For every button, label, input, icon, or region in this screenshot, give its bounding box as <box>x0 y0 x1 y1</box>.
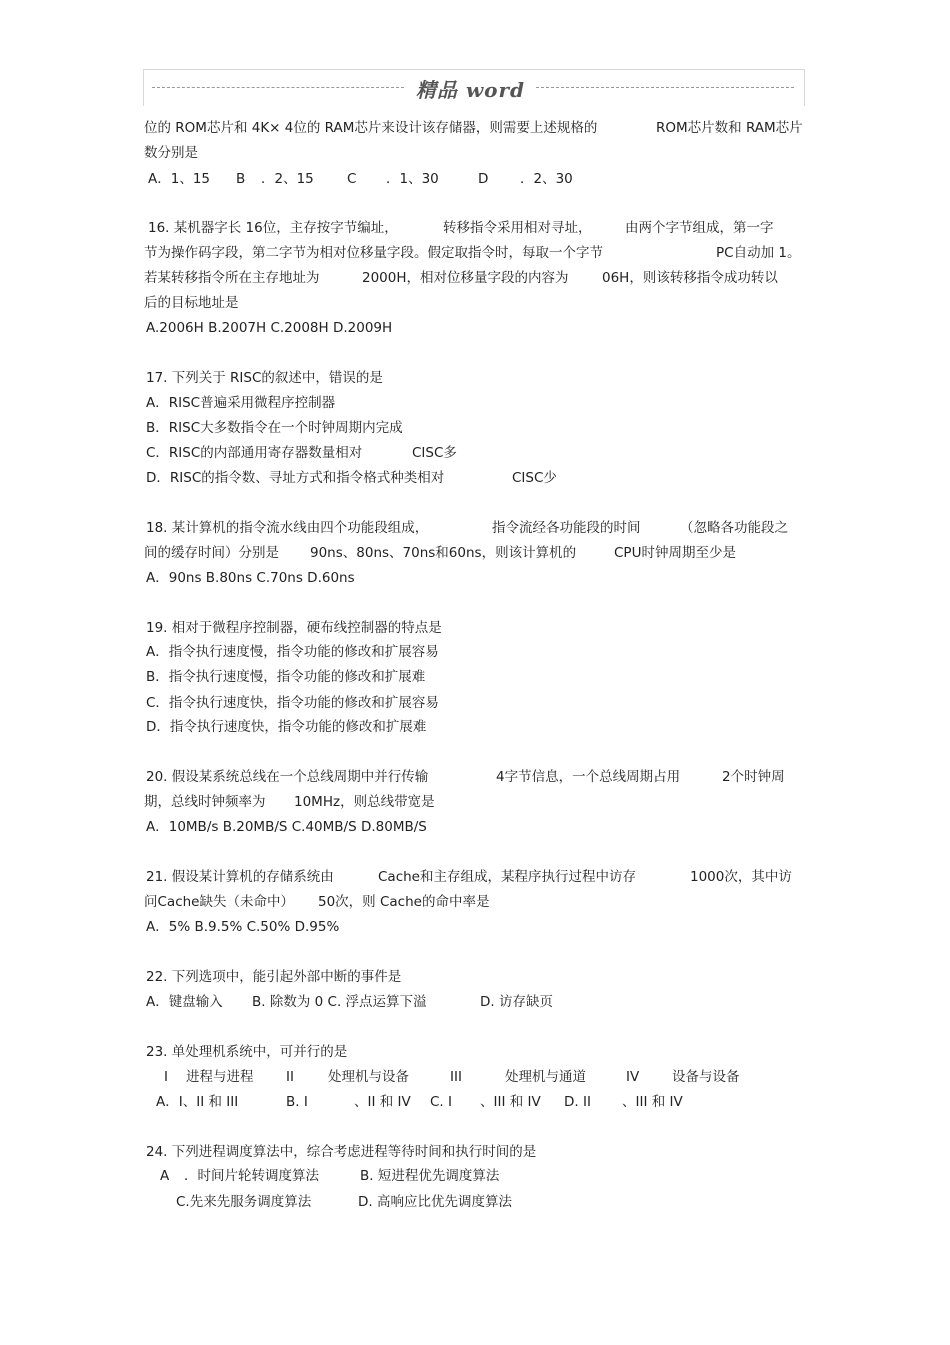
text-segment: 、II 和 IV <box>354 1094 411 1110</box>
text-segment: （忽略各功能段之 <box>680 520 788 536</box>
text-segment: 1000次，其中访 <box>690 869 792 885</box>
text-segment: 10MHz，则总线带宽是 <box>294 794 435 810</box>
text-segment: 、III 和 IV <box>480 1094 541 1110</box>
text-segment: B. I <box>286 1094 308 1110</box>
text-segment: D．指令执行速度快，指令功能的修改和扩展难 <box>146 719 427 735</box>
text-segment: B．指令执行速度慢，指令功能的修改和扩展难 <box>146 669 426 685</box>
text-segment: ．2、30 <box>520 171 573 187</box>
text-segment: 20. 假设某系统总线在一个总线周期中并行传输 <box>146 769 429 785</box>
text-segment: B <box>236 171 246 187</box>
text-segment: A．I、II 和 III <box>156 1094 239 1110</box>
text-segment: A <box>160 1168 170 1184</box>
text-segment: 、III 和 IV <box>622 1094 683 1110</box>
page-header <box>143 69 805 106</box>
text-segment: 2000H，相对位移量字段的内容为 <box>362 270 569 286</box>
text-segment: 21. 假设某计算机的存储系统由 <box>146 869 334 885</box>
text-segment: 2个时钟周 <box>722 769 785 785</box>
text-segment: B．RISC大多数指令在一个时钟周期内完成 <box>146 420 403 436</box>
text-segment: 处理机与通道 <box>505 1069 586 1085</box>
text-segment: 4字节信息，一个总线周期占用 <box>496 769 681 785</box>
text-segment: 24. 下列进程调度算法中，综合考虑进程等待时间和执行时间的是 <box>146 1144 537 1160</box>
text-segment: 17. 下列关于 RISC的叙述中，错误的是 <box>146 370 383 386</box>
text-segment: III <box>450 1069 462 1085</box>
text-segment: PC自动加 1。 <box>716 245 801 261</box>
text-segment: ．时间片轮转调度算法 <box>184 1168 319 1184</box>
text-segment: B. 除数为 0 C. 浮点运算下溢 <box>252 994 427 1010</box>
text-segment: 23. 单处理机系统中，可并行的是 <box>146 1044 348 1060</box>
text-segment: 问Cache缺失（未命中） <box>144 894 294 910</box>
text-segment: 22. 下列选项中，能引起外部中断的事件是 <box>146 969 402 985</box>
text-segment: CPU时钟周期至少是 <box>614 545 736 561</box>
text-segment: D <box>478 171 489 187</box>
header-dash-left <box>152 87 404 88</box>
text-segment: 06H，则该转移指令成功转以 <box>602 270 778 286</box>
text-segment: C．指令执行速度快，指令功能的修改和扩展容易 <box>146 695 439 711</box>
text-segment: A.2006H B.2007H C.2008H D.2009H <box>146 320 393 336</box>
text-segment: B. 短进程优先调度算法 <box>360 1168 500 1184</box>
text-segment: 16. 某机器字长 16位，主存按字节编址， <box>148 220 398 236</box>
text-segment: D．RISC的指令数、寻址方式和指令格式种类相对 <box>146 470 445 486</box>
text-segment: 由两个字节组成，第一字 <box>625 220 774 236</box>
text-segment: ．2、15 <box>261 171 314 187</box>
text-segment: A．RISC普遍采用微程序控制器 <box>146 395 336 411</box>
text-segment: 期，总线时钟频率为 <box>144 794 266 810</box>
header-brand-logo: 精品 word <box>416 78 526 102</box>
text-segment: D. 高响应比优先调度算法 <box>358 1194 512 1210</box>
text-segment: A．90ns B.80ns C.70ns D.60ns <box>146 570 355 586</box>
text-segment: 间的缓存时间）分别是 <box>144 545 279 561</box>
text-segment: 19. 相对于微程序控制器，硬布线控制器的特点是 <box>146 620 442 636</box>
text-segment: ROM芯片数和 RAM芯片 <box>656 120 803 136</box>
text-segment: 90ns、80ns、70ns和60ns，则该计算机的 <box>310 545 577 561</box>
text-segment: 节为操作码字段，第二字节为相对位移量字段。假定取指令时，每取一个字节 <box>144 245 603 261</box>
text-segment: II <box>286 1069 294 1085</box>
header-dash-right <box>536 87 794 88</box>
text-segment: 处理机与设备 <box>328 1069 409 1085</box>
text-segment: CISC多 <box>412 445 457 461</box>
text-segment: IV <box>626 1069 640 1085</box>
text-segment: 进程与进程 <box>186 1069 254 1085</box>
text-segment: 转移指令采用相对寻址， <box>443 220 592 236</box>
text-segment: Cache和主存组成，某程序执行过程中访存 <box>378 869 636 885</box>
text-segment: 若某转移指令所在主存地址为 <box>144 270 320 286</box>
text-segment: 位的 ROM芯片和 4K× 4位的 RAM芯片来设计该存储器，则需要上述规格的 <box>144 120 598 136</box>
text-segment: 18. 某计算机的指令流水线由四个功能段组成， <box>146 520 429 536</box>
text-segment: CISC少 <box>512 470 557 486</box>
text-segment: C <box>347 171 357 187</box>
text-segment: 50次，则 Cache的命中率是 <box>318 894 490 910</box>
text-segment: 指令流经各功能段的时间 <box>492 520 641 536</box>
text-segment: 数分别是 <box>144 145 198 161</box>
text-segment: A．键盘输入 <box>146 994 223 1010</box>
text-segment: ．1、30 <box>386 171 439 187</box>
text-segment: C. I <box>430 1094 452 1110</box>
text-segment: A．指令执行速度慢，指令功能的修改和扩展容易 <box>146 644 439 660</box>
text-segment: 设备与设备 <box>672 1069 740 1085</box>
text-segment: I <box>164 1069 168 1085</box>
text-segment: A．10MB/s B.20MB/S C.40MB/S D.80MB/S <box>146 819 427 835</box>
text-segment: 后的目标地址是 <box>144 295 239 311</box>
text-segment: C．RISC的内部通用寄存器数量相对 <box>146 445 363 461</box>
text-segment: D. 访存缺页 <box>480 994 553 1010</box>
text-segment: A．1、15 <box>148 171 211 187</box>
text-segment: C.先来先服务调度算法 <box>176 1194 312 1210</box>
text-segment: A．5% B.9.5% C.50% D.95% <box>146 919 340 935</box>
text-segment: D. II <box>564 1094 591 1110</box>
